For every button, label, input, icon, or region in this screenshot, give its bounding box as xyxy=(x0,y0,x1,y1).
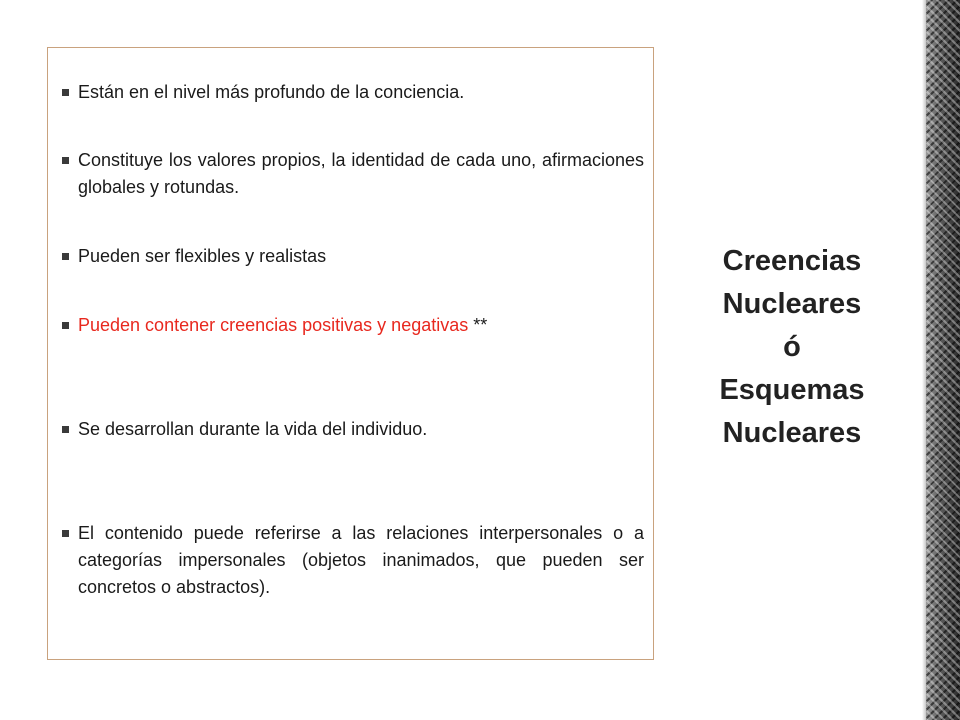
bullet-text: Pueden contener creencias positivas y negativas xyxy=(78,315,469,335)
bullet-item xyxy=(62,243,644,270)
title-line: ó xyxy=(783,331,801,363)
bullet-item xyxy=(62,416,644,443)
bullet-item xyxy=(62,147,644,201)
bullet-item-highlighted xyxy=(62,312,644,339)
bullet-text: Están en el nivel más profundo de la conciencia. xyxy=(78,82,465,102)
bullet-text: Pueden ser flexibles y realistas xyxy=(78,246,327,266)
square-bullet-icon xyxy=(62,89,69,96)
title-line: Nucleares xyxy=(722,288,862,320)
square-bullet-icon xyxy=(62,322,69,329)
bullet-item xyxy=(62,520,644,601)
slide-title xyxy=(692,240,892,455)
square-bullet-icon xyxy=(62,530,69,537)
bullet-text: Se desarrollan durante la vida del individuo. xyxy=(78,419,428,439)
square-bullet-icon xyxy=(62,253,69,260)
bullet-text: El contenido puede referirse a las relaciones interpersonales o a categorías impersonales (objetos inanimados, que pueden ser concretos o abstractos). xyxy=(78,523,644,597)
square-bullet-icon xyxy=(62,426,69,433)
square-bullet-icon xyxy=(62,157,69,164)
bullet-suffix: ** xyxy=(468,315,488,335)
decorative-frame-edge xyxy=(926,0,960,720)
title-line: Esquemas xyxy=(719,374,865,406)
content-box xyxy=(47,47,654,660)
title-line: Nucleares xyxy=(722,417,862,449)
title-line: Creencias xyxy=(722,245,862,277)
bullet-text: Constituye los valores propios, la identidad de cada uno, afirmaciones globales y rotundas. xyxy=(78,150,644,197)
bullet-item xyxy=(62,79,644,106)
